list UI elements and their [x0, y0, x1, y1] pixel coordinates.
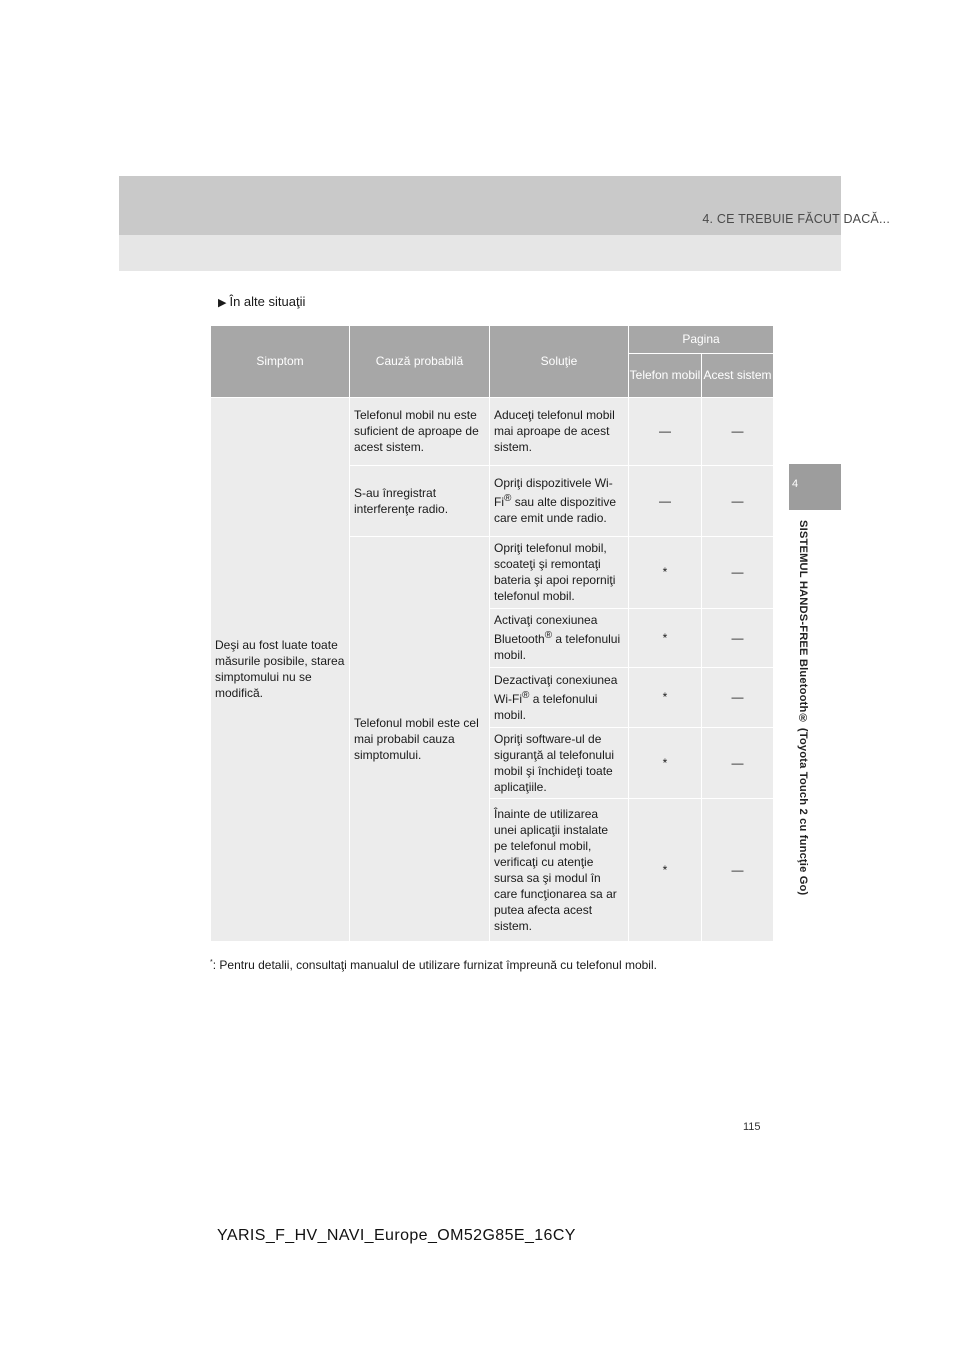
header-subband — [119, 235, 841, 271]
header-band — [119, 176, 841, 235]
cause-cell: S-au înregistrat interferenţe radio. — [350, 465, 490, 536]
troubleshooting-table — [210, 326, 774, 942]
system-page-cell: — — [702, 798, 774, 941]
cause-cell: Telefonul mobil este cel mai probabil cauza simptomului. — [350, 536, 490, 941]
side-section-title: SISTEMUL HANDS-FREE Bluetooth® (Toyota Touch 2 cu funcţie Go) — [797, 520, 809, 896]
solution-cell: Opriţi dispozitivele Wi-Fi® sau alte dispozitive care emit unde radio. — [490, 465, 629, 536]
chapter-title: 4. CE TREBUIE FĂCUT DACĂ... — [702, 212, 890, 226]
system-page-cell: — — [702, 608, 774, 667]
header-system: Acest sistem — [702, 353, 774, 397]
footnote-text: : Pentru detalii, consultaţi manualul de utilizare furnizat împreună cu telefonul mobil. — [212, 958, 657, 972]
solution-cell: Opriţi telefonul mobil, scoateţi şi remontaţi bateria şi apoi reporniţi telefonul mobil. — [490, 536, 629, 608]
phone-page-cell: * — [629, 798, 702, 941]
system-page-cell: — — [702, 397, 774, 465]
system-page-cell: — — [702, 465, 774, 536]
phone-page-cell: — — [629, 465, 702, 536]
solution-cell: Aduceţi telefonul mobil mai aproape de acest sistem. — [490, 397, 629, 465]
header-phone: Telefon mobil — [629, 353, 702, 397]
phone-page-cell: — — [629, 397, 702, 465]
triangle-right-icon: ▶ — [218, 297, 227, 309]
symptom-cell: Deşi au fost luate toate măsurile posibile, starea simptomului nu se modifică. — [211, 397, 350, 941]
system-page-cell: — — [702, 536, 774, 608]
phone-page-cell: * — [629, 536, 702, 608]
phone-page-cell: * — [629, 608, 702, 667]
document-code: YARIS_F_HV_NAVI_Europe_OM52G85E_16CY — [217, 1227, 576, 1244]
table-row — [211, 397, 774, 465]
solution-cell: Dezactivaţi conexiunea Wi-Fi® a telefonului mobil. — [490, 667, 629, 727]
chapter-tab-number: 4 — [792, 478, 799, 490]
phone-page-cell: * — [629, 667, 702, 727]
header-symptom: Simptom — [211, 326, 350, 397]
header-solution: Soluţie — [490, 326, 629, 397]
section-title-text: În alte situaţii — [229, 294, 306, 309]
page-number: 115 — [743, 1121, 761, 1133]
header-cause: Cauză probabilă — [350, 326, 490, 397]
phone-page-cell: * — [629, 727, 702, 798]
solution-cell: Înainte de utilizarea unei aplicaţii instalate pe telefonul mobil, verificaţi cu atenţie sursa sa şi modul în care funcţionarea sa ar putea afecta acest sistem. — [490, 798, 629, 941]
cause-cell: Telefonul mobil nu este suficient de aproape de acest sistem. — [350, 397, 490, 465]
system-page-cell: — — [702, 667, 774, 727]
solution-cell: Opriţi software-ul de siguranţă al telefonului mobil şi închideţi toate aplicaţiile. — [490, 727, 629, 798]
section-title — [218, 294, 305, 309]
solution-cell: Activaţi conexiunea Bluetooth® a telefonului mobil. — [490, 608, 629, 667]
system-page-cell: — — [702, 727, 774, 798]
header-page: Pagina — [629, 326, 774, 353]
footnote-marker: * — [210, 959, 213, 966]
footnote — [210, 958, 657, 972]
